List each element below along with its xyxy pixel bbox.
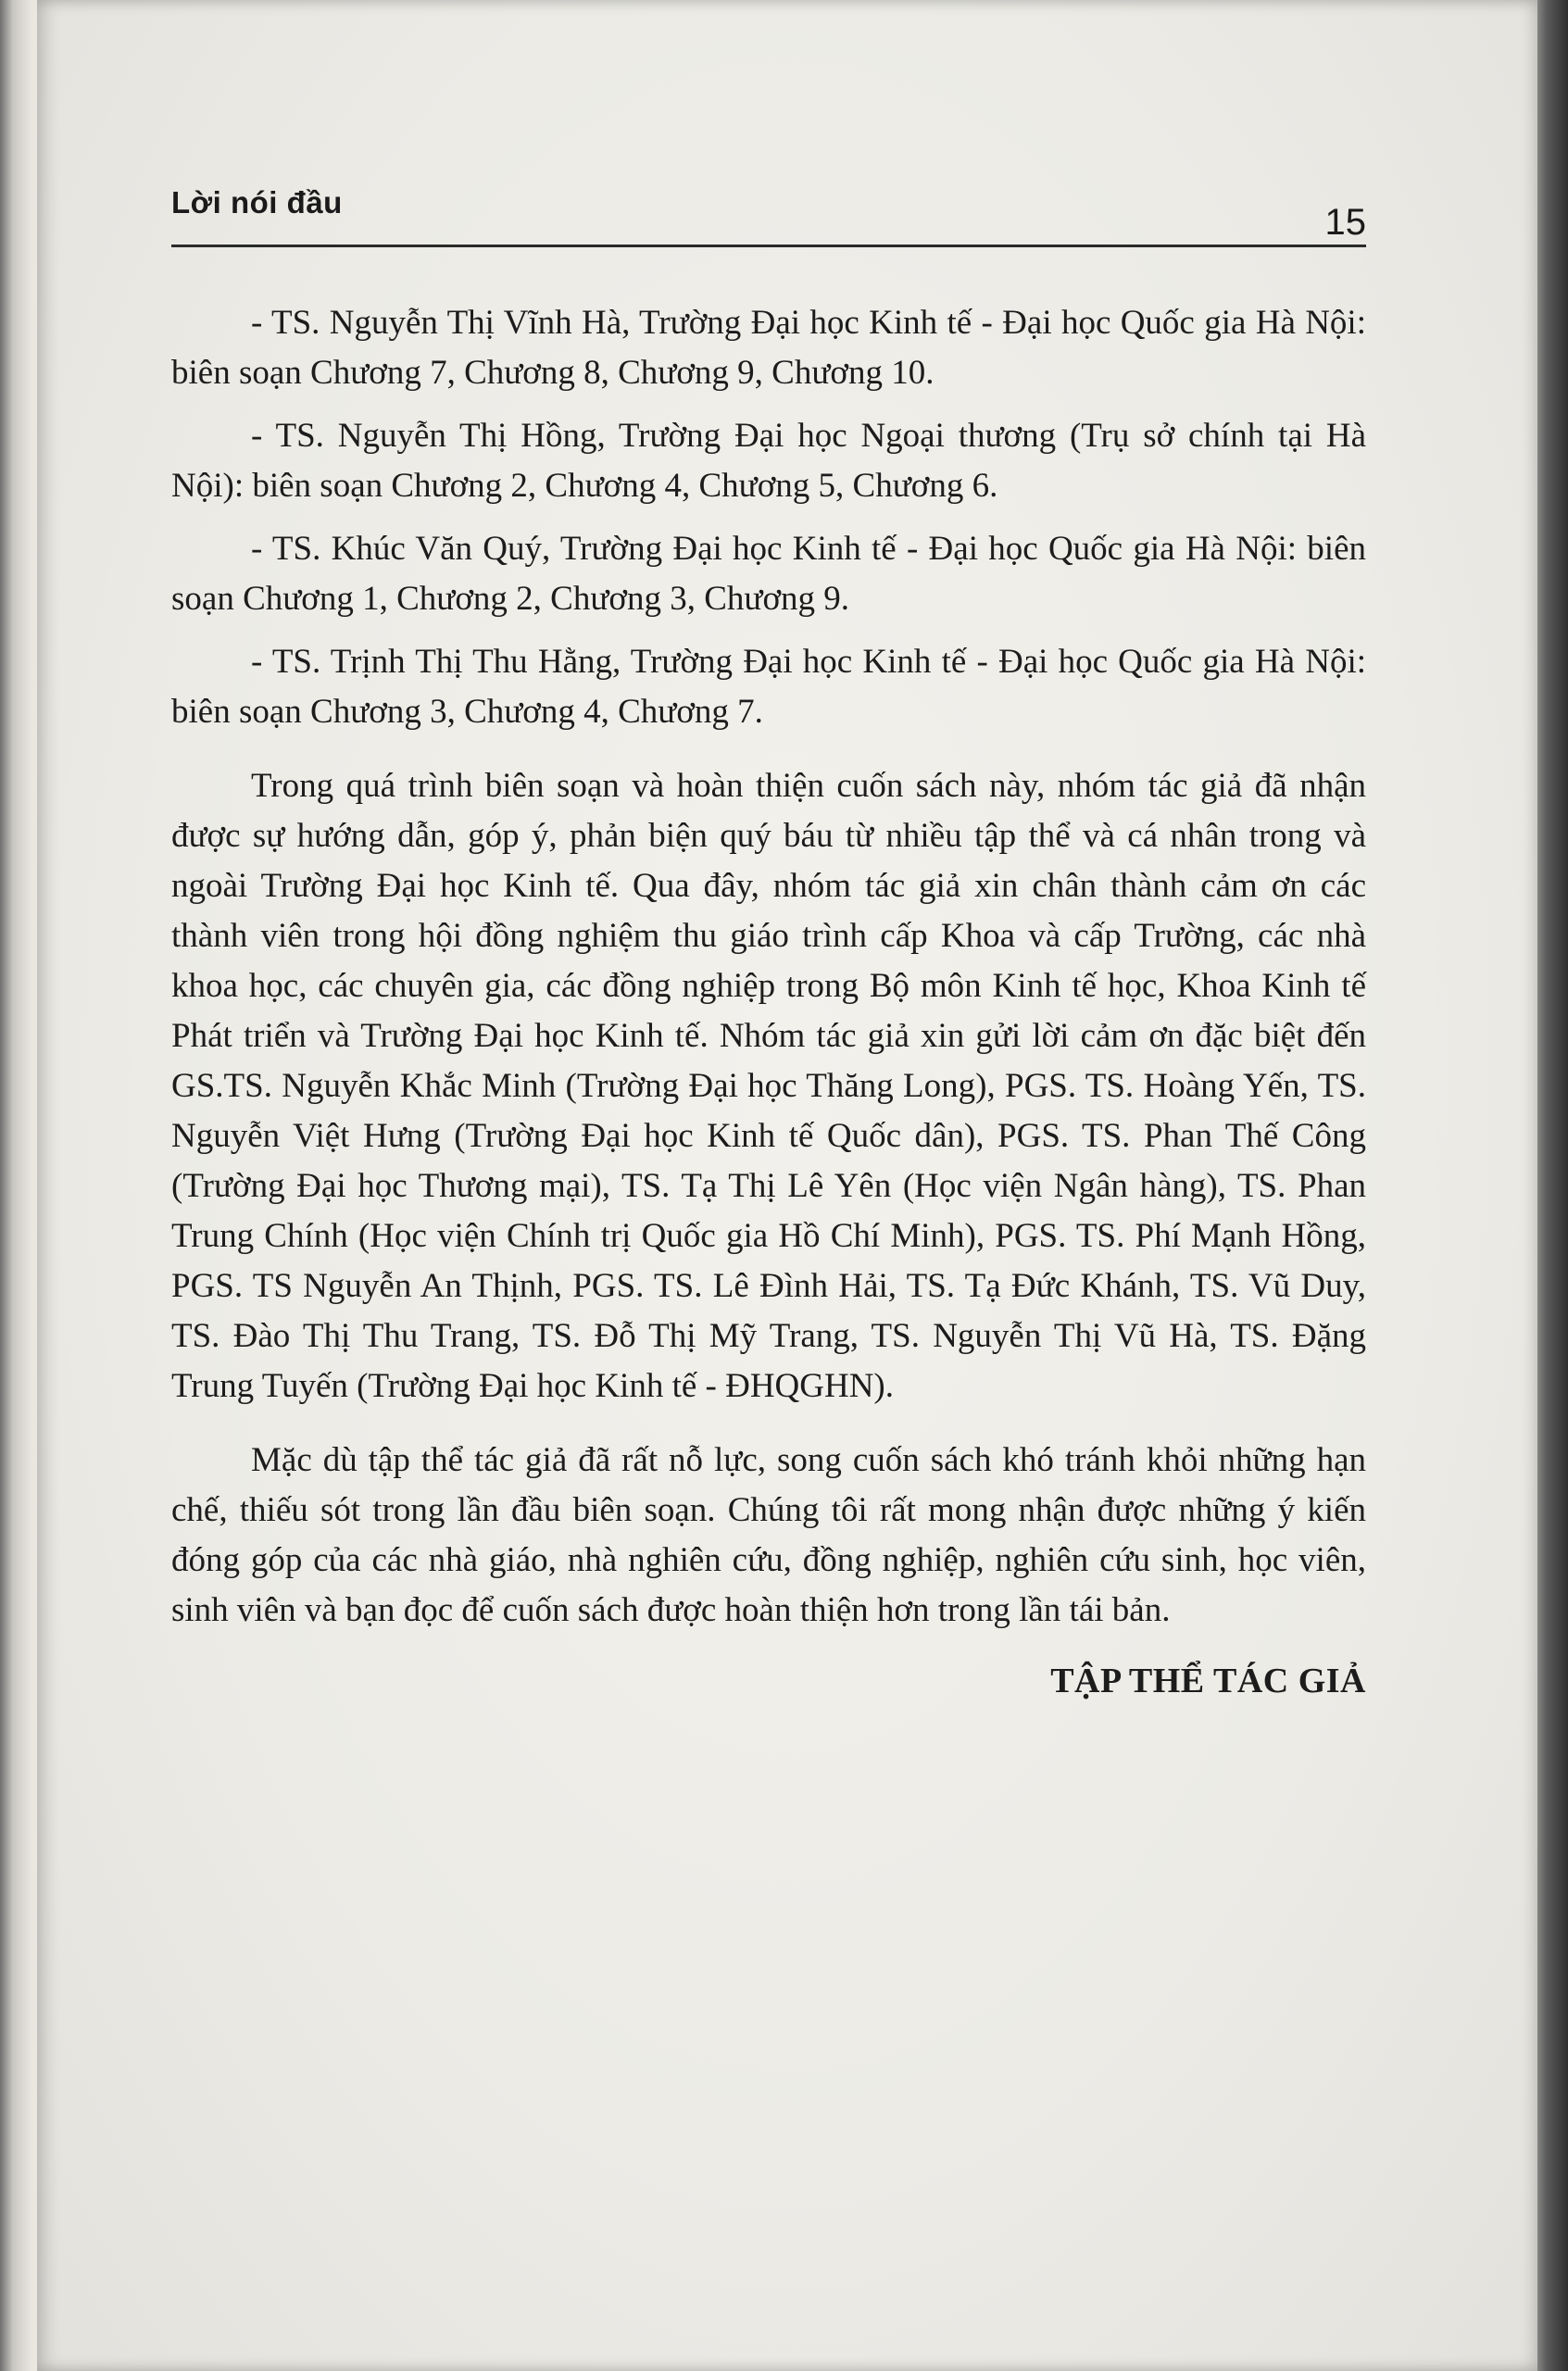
author-entry-2: - TS. Nguyễn Thị Hồng, Trường Đại học Ngoại thương (Trụ sở chính tại Hà Nội): biên soạn Chương 2, Chương 4, Chương 5, Chương 6. xyxy=(171,417,1366,505)
author-entry-4: - TS. Trịnh Thị Thu Hằng, Trường Đại học Kinh tế - Đại học Quốc gia Hà Nội: biên soạn Chương 3, Chương 4, Chương 7. xyxy=(171,643,1366,731)
acknowledgement-paragraph: Trong quá trình biên soạn và hoàn thiện cuốn sách này, nhóm tác giả đã nhận được sự hướng dẫn, góp ý, phản biện quý báu từ nhiều tập thể và cá nhân trong và ngoài Trường Đại học Kinh tế. Qua đây, nhóm tác giả xin chân thành cảm ơn các thành viên trong hội đồng nghiệm thu giáo trình cấp Khoa và cấp Trường, các nhà khoa học, các chuyên gia, các đồng nghiệp trong Bộ môn Kinh tế học, Khoa Kinh tế Phát triển và Trường Đại học Kinh tế. Nhóm tác giả xin gửi lời cảm ơn đặc biệt đến GS.TS. Nguyễn Khắc Minh (Trường Đại học Thăng Long), PGS. TS. Hoàng Yến, TS. Nguyễn Việt Hưng (Trường Đại học Kinh tế Quốc dân), PGS. TS. Phan Thế Công (Trường Đại học Thương mại), TS. Tạ Thị Lê Yên (Học viện Ngân hàng), TS. Phan Trung Chính (Học viện Chính trị Quốc gia Hồ Chí Minh), PGS. TS. Phí Mạnh Hồng, PGS. TS Nguyễn An Thịnh, PGS. TS. Lê Đình Hải, TS. Tạ Đức Khánh, TS. Vũ Duy, TS. Đào Thị Thu Trang, TS. Đỗ Thị Mỹ Trang, TS. Nguyễn Thị Vũ Hà, TS. Đặng Trung Tuyến (Trường Đại học Kinh tế - ĐHQGHN). xyxy=(171,767,1366,1405)
running-title: Lời nói đầu xyxy=(171,185,343,220)
author-entry-3: - TS. Khúc Văn Quý, Trường Đại học Kinh tế - Đại học Quốc gia Hà Nội: biên soạn Chương 1, Chương 2, Chương 3, Chương 9. xyxy=(171,530,1366,618)
page-header xyxy=(171,176,1366,241)
author-signature: TẬP THỂ TÁC GIẢ xyxy=(1050,1662,1366,1700)
header-divider xyxy=(171,245,1366,247)
author-entry-1: - TS. Nguyễn Thị Vĩnh Hà, Trường Đại học Kinh tế - Đại học Quốc gia Hà Nội: biên soạn Chương 7, Chương 8, Chương 9, Chương 10. xyxy=(171,304,1366,392)
page-number: 15 xyxy=(1324,202,1366,243)
closing-paragraph: Mặc dù tập thể tác giả đã rất nỗ lực, song cuốn sách khó tránh khỏi những hạn chế, thiếu sót trong lần đầu biên soạn. Chúng tôi rất mong nhận được những ý kiến đóng góp của các nhà giáo, nhà nghiên cứu, đồng nghiệp, nghiên cứu sinh, học viên, sinh viên và bạn đọc để cuốn sách được hoàn thiện hơn trong lần tái bản. xyxy=(171,1441,1366,1629)
page-body xyxy=(171,298,1366,1706)
